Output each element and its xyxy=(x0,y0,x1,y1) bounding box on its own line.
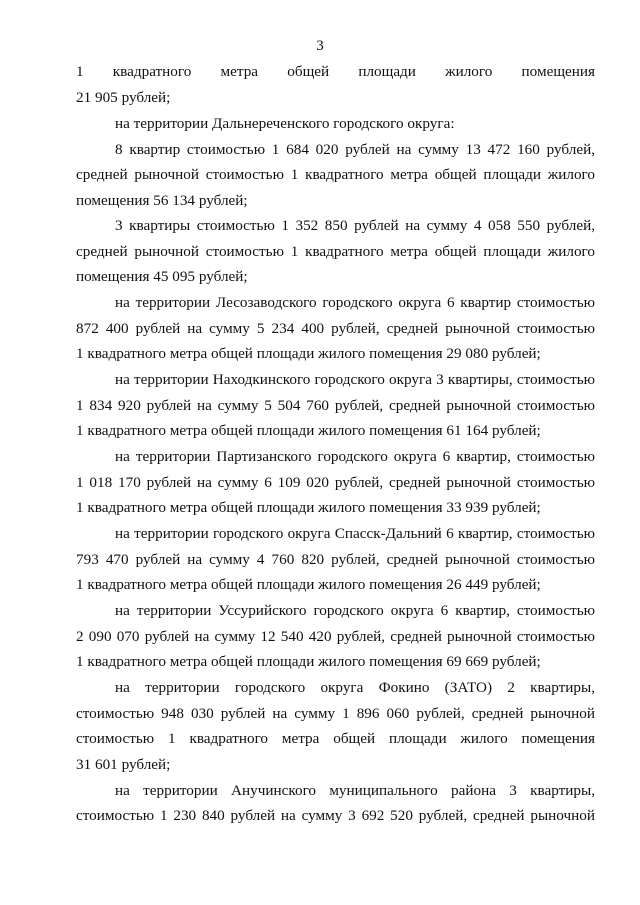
text-line: 1 834 920 рублей на сумму 5 504 760 рублей, средней рыночной стоимостью xyxy=(76,397,595,414)
text-line: на территории Дальнереченского городского округа: xyxy=(115,115,455,132)
text-line: 3 квартиры стоимостью 1 352 850 рублей на сумму 4 058 550 рублей, xyxy=(115,217,595,234)
text-line: 8 квартир стоимостью 1 684 020 рублей на сумму 13 472 160 рублей, xyxy=(115,141,595,158)
text-line: стоимостью 1 квадратного метра общей площади жилого помещения xyxy=(76,730,595,747)
text-line: 31 601 рублей; xyxy=(76,756,171,773)
text-line: 1 квадратного метра общей площади жилого помещения 61 164 рублей; xyxy=(76,422,541,439)
text-line: 1 018 170 рублей на сумму 6 109 020 рублей, средней рыночной стоимостью xyxy=(76,474,595,491)
text-line: 1 квадратного метра общей площади жилого помещения 33 939 рублей; xyxy=(76,499,541,516)
text-line: на территории городского округа Спасск-Дальний 6 квартир, стоимостью xyxy=(115,525,595,542)
text-line: стоимостью 948 030 рублей на сумму 1 896 060 рублей, средней рыночной xyxy=(76,705,595,722)
text-line: на территории Партизанского городского округа 6 квартир, стоимостью xyxy=(115,448,595,465)
text-line: средней рыночной стоимостью 1 квадратного метра общей площади жилого xyxy=(76,243,595,260)
text-line: помещения 56 134 рублей; xyxy=(76,192,248,209)
text-line: 1 квадратного метра общей площади жилого помещения 29 080 рублей; xyxy=(76,345,541,362)
text-line: на территории Уссурийского городского округа 6 квартир, стоимостью xyxy=(115,602,595,619)
text-line: 872 400 рублей на сумму 5 234 400 рублей, средней рыночной стоимостью xyxy=(76,320,595,337)
text-line: на территории Находкинского городского округа 3 квартиры, стоимостью xyxy=(115,371,595,388)
text-line: 793 470 рублей на сумму 4 760 820 рублей, средней рыночной стоимостью xyxy=(76,551,595,568)
text-line: 1 квадратного метра общей площади жилого помещения 26 449 рублей; xyxy=(76,576,541,593)
text-line: стоимостью 1 230 840 рублей на сумму 3 692 520 рублей, средней рыночной xyxy=(76,807,595,824)
text-line: на территории городского округа Фокино (ЗАТО) 2 квартиры, xyxy=(115,679,595,696)
text-line: 1 квадратного метра общей площади жилого помещения 69 669 рублей; xyxy=(76,653,541,670)
text-line: на территории Лесозаводского городского округа 6 квартир стоимостью xyxy=(115,294,595,311)
page-number: 3 xyxy=(316,38,324,54)
text-line: помещения 45 095 рублей; xyxy=(76,268,248,285)
text-line: 2 090 070 рублей на сумму 12 540 420 рублей, средней рыночной стоимостью xyxy=(76,628,595,645)
text-line: 1 квадратного метра общей площади жилого помещения xyxy=(76,63,595,80)
text-line: на территории Анучинского муниципального района 3 квартиры, xyxy=(115,782,595,799)
text-line: средней рыночной стоимостью 1 квадратного метра общей площади жилого xyxy=(76,166,595,183)
text-line: 21 905 рублей; xyxy=(76,89,171,106)
